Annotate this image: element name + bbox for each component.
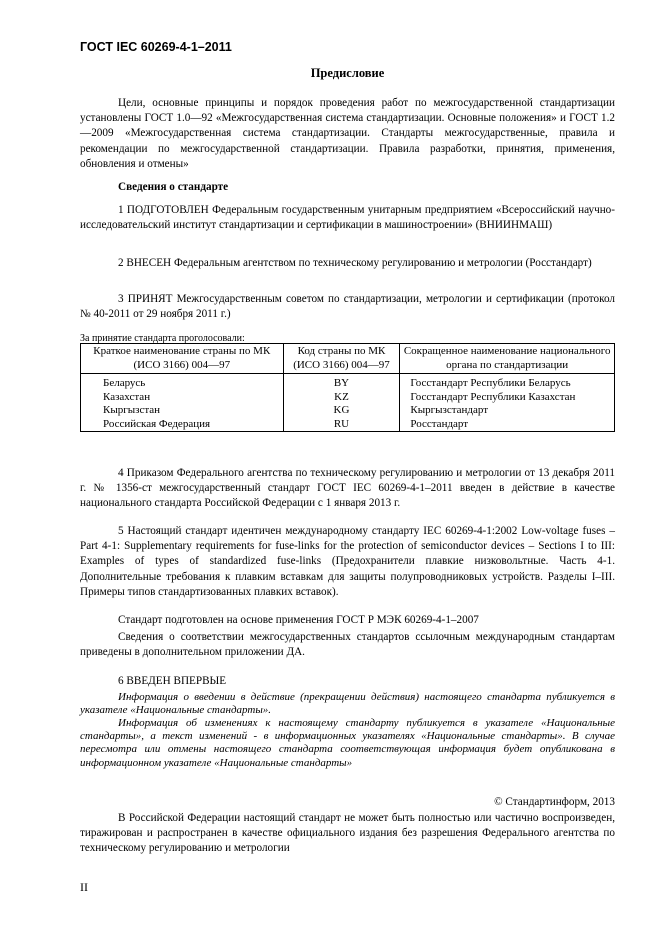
col-country-name-header: Краткое наименование страны по МК (ИСО 3166) 004—97: [81, 344, 284, 374]
country-code: KG: [283, 404, 400, 418]
page-title: Предисловие: [310, 66, 385, 80]
restriction-paragraph: В Российской Федерации настоящий стандарт не может быть полностью или частично воспроизведен, тиражирован и распространен в качестве официального издания без разрешения Федерального агентства по техническому регулированию и метрологии: [80, 812, 615, 855]
col-body-name-header: Сокращенное наименование национального органа по стандартизации: [400, 344, 615, 374]
table-row: [81, 404, 615, 418]
item-5-references: Сведения о соответствии межгосударственных стандартов ссылочным международным стандартам приведены в дополнительном приложении ДА.: [80, 631, 615, 659]
standards-body: Госстандарт Республики Беларусь: [400, 374, 615, 391]
country-name: Беларусь: [81, 374, 284, 391]
table-row: [81, 418, 615, 432]
item-6-paragraph: 6 ВВЕДЕН ВПЕРВЫЕ: [118, 675, 227, 687]
item-5-basis: Стандарт подготовлен на основе применения ГОСТ Р МЭК 60269-4-1–2007: [118, 614, 479, 626]
standards-body: Кыргызстандарт: [400, 404, 615, 418]
country-name: Кыргызстан: [81, 404, 284, 418]
intro-paragraph: Цели, основные принципы и порядок проведения работ по межгосударственной стандартизации установлены ГОСТ 1.0—92 «Межгосударственная система стандартизации. Основные положения» и ГОСТ 1.2—2009 «Межгосударственная система стандартизации. Стандарты межгосударственные, правила и рекомендации по межгосударственной стандартизации. Правила разработки, принятия, применения, обновления и отмены»: [80, 97, 615, 170]
item-2-paragraph: 2 ВНЕСЕН Федеральным агентством по техническому регулированию и метрологии (Росстандарт): [118, 257, 592, 269]
page-number: II: [80, 880, 88, 894]
table-row: [81, 391, 615, 405]
standards-body: Госстандарт Республики Казахстан: [400, 391, 615, 405]
item-5-paragraph: 5 Настоящий стандарт идентичен международному стандарту IEC 60269-4-1:2002 Low-voltage fuses – Part 4-1: Supplementary requirements for fuse-links for the protection of semiconductor devices – Sections I to III: Examples of types of standardized fuse-links (Предохранители плавкие низковольтные. Часть 4-1. Дополнительные требования к плавким вставкам для защиты полупроводниковых устройств. Разделы I–III. Примеры типов стандартизованных плавких вставок).: [80, 525, 615, 598]
item-4-paragraph: 4 Приказом Федерального агентства по техническому регулированию и метрологии от 13 декабря 2011 г. № 1356-ст межгосударственный стандарт ГОСТ IEC 60269-4-1–2011 введен в действие в качестве национального стандарта Российской Федерации с 1 января 2013 г.: [80, 467, 615, 510]
item-3-paragraph: 3 ПРИНЯТ Межгосударственным советом по стандартизации, метрологии и сертификации (протокол № 40-2011 от 29 ноября 2011 г.): [80, 293, 615, 321]
country-name: Российская Федерация: [81, 418, 284, 432]
info-introduction: Информация о введении в действие (прекращении действия) настоящего стандарта публикуется в указателе «Национальные стандарты».: [80, 691, 615, 717]
document-header: ГОСТ IEC 60269-4-1–2011: [80, 40, 232, 54]
standards-body: Росстандарт: [400, 418, 615, 432]
info-changes: Информация об изменениях к настоящему стандарту публикуется в указателе «Национальные стандарты», а текст изменений - в информационных указателях «Национальные стандарты». В случае пересмотра или отмены настоящего стандарта соответствующая информация будет опубликована в информационном указателе «Национальные стандарты»: [80, 717, 615, 769]
table-row: [81, 374, 615, 391]
copyright: © Стандартинформ, 2013: [494, 796, 615, 808]
section-title: Сведения о стандарте: [118, 181, 229, 193]
vote-table: [80, 343, 615, 432]
vote-table-header: [81, 344, 615, 374]
country-code: BY: [283, 374, 400, 391]
vote-caption: За принятие стандарта проголосовали:: [80, 333, 245, 344]
country-code: RU: [283, 418, 400, 432]
col-country-code-header: Код страны по МК (ИСО 3166) 004—97: [283, 344, 400, 374]
country-code: KZ: [283, 391, 400, 405]
country-name: Казахстан: [81, 391, 284, 405]
item-1-paragraph: 1 ПОДГОТОВЛЕН Федеральным государственным унитарным предприятием «Всероссийский научно-исследовательский институт стандартизации и сертификации в машиностроении» (ВНИИНМАШ): [80, 204, 615, 232]
